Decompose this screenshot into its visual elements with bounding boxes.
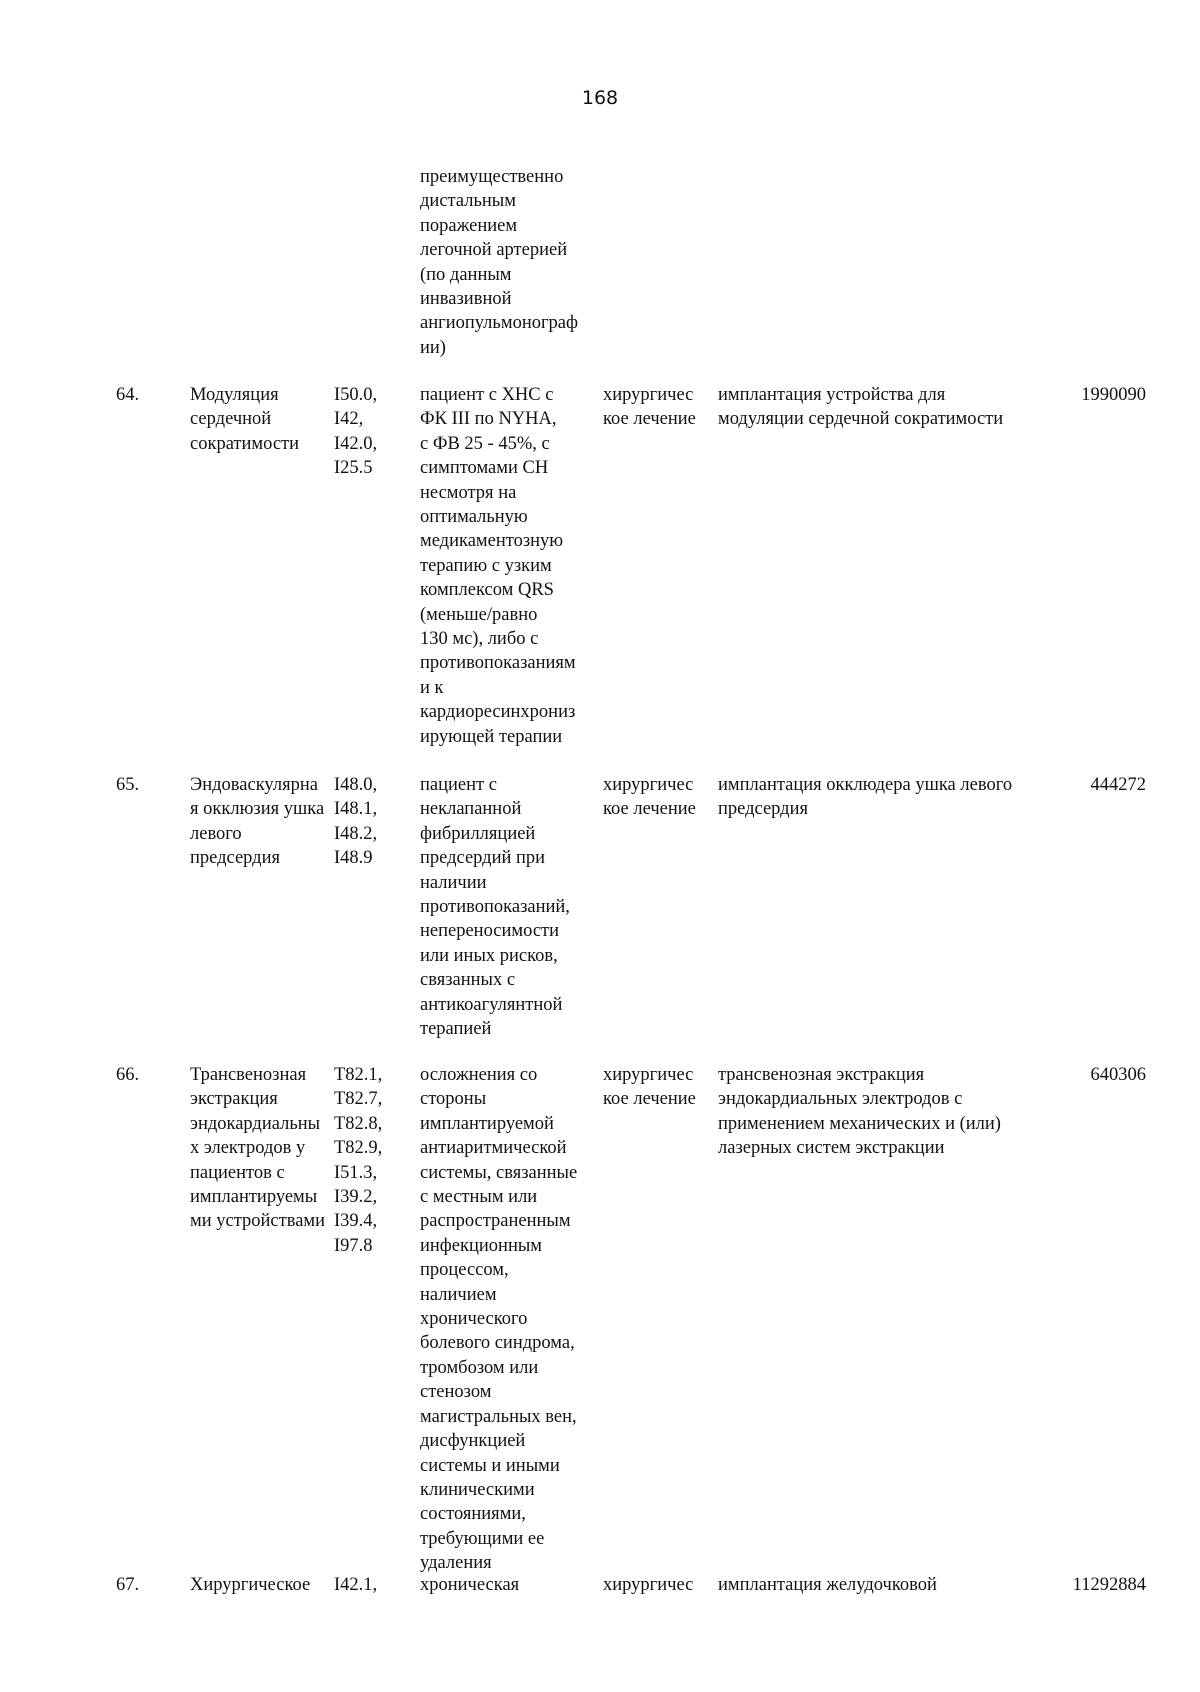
row-number: 65.	[116, 775, 140, 795]
row-number: 66.	[116, 1065, 140, 1085]
icd-codes-cell: T82.1, T82.7, T82.8, T82.9, I51.3, I39.2, I39.4, I97.8	[334, 1065, 383, 1256]
icd-codes-cell: I48.0, I48.1, I48.2, I48.9	[334, 775, 378, 869]
treatment-method-cell: трансвенозная экстракция эндокардиальных электродов с применением механических и (или) лазерных систем экстракции	[718, 1065, 1001, 1159]
row-number: 67.	[116, 1575, 140, 1595]
page-number: 168	[581, 87, 619, 109]
icd-codes-cell: I50.0, I42, I42.0, I25.5	[334, 385, 378, 479]
treatment-type-cell: хирургичес кое лечение	[603, 775, 696, 820]
procedure-name-cell: Модуляция сердечной сократимости	[190, 385, 300, 454]
icd-codes-cell: I42.1,	[334, 1575, 378, 1595]
treatment-method-cell: имплантация желудочковой	[718, 1575, 937, 1595]
cost-cell: 640306	[1090, 1065, 1146, 1085]
procedure-name-cell: Эндоваскулярна я окклюзия ушка левого предсердия	[190, 775, 325, 869]
procedure-name-cell: Хирургическое	[190, 1575, 311, 1595]
treatment-type-cell: хирургичес	[603, 1575, 694, 1595]
cost-cell: 1990090	[1081, 385, 1146, 405]
patient-model-cell: осложнения со стороны имплантируемой антиаритмической системы, связанные с местным или распространенным инфекционным процессом, наличием хронического болевого синдрома, тромбозом или стенозом магистральных вен, дисфункцией системы и иными клиническими состояниями, требующими ее удаления	[420, 1065, 578, 1574]
procedure-name-cell: Трансвенозная экстракция эндокардиальны х электродов у пациентов с имплантируемы ми устройствами	[190, 1065, 326, 1232]
patient-model-cell: пациент с ХНС с ФК III по NYHA, с ФВ 25 - 45%, с симптомами СН несмотря на оптимальную медикаментозную терапию с узким комплексом QRS (меньше/равно 130 мс), либо с противопоказаниям и к кардиоресинхрониз ирующей терапии	[420, 385, 576, 747]
patient-model-cell: хроническая	[420, 1575, 520, 1595]
treatment-type-cell: хирургичес кое лечение	[603, 1065, 696, 1110]
treatment-type-cell: хирургичес кое лечение	[603, 385, 696, 430]
continuation-patient-cell: преимущественно дистальным поражением легочной артерией (по данным инвазивной ангиопульмонограф ии)	[420, 167, 578, 358]
cost-cell: 444272	[1090, 775, 1146, 795]
treatment-method-cell: имплантация устройства для модуляции сердечной сократимости	[718, 385, 1004, 430]
row-number: 64.	[116, 385, 140, 405]
treatment-method-cell: имплантация окклюдера ушка левого предсердия	[718, 775, 1013, 820]
cost-cell: 11292884	[1072, 1575, 1146, 1595]
patient-model-cell: пациент с неклапанной фибрилляцией предсердий при наличии противопоказаний, непереносимости или иных рисков, связанных с антикоагулянтной терапией	[420, 775, 570, 1040]
